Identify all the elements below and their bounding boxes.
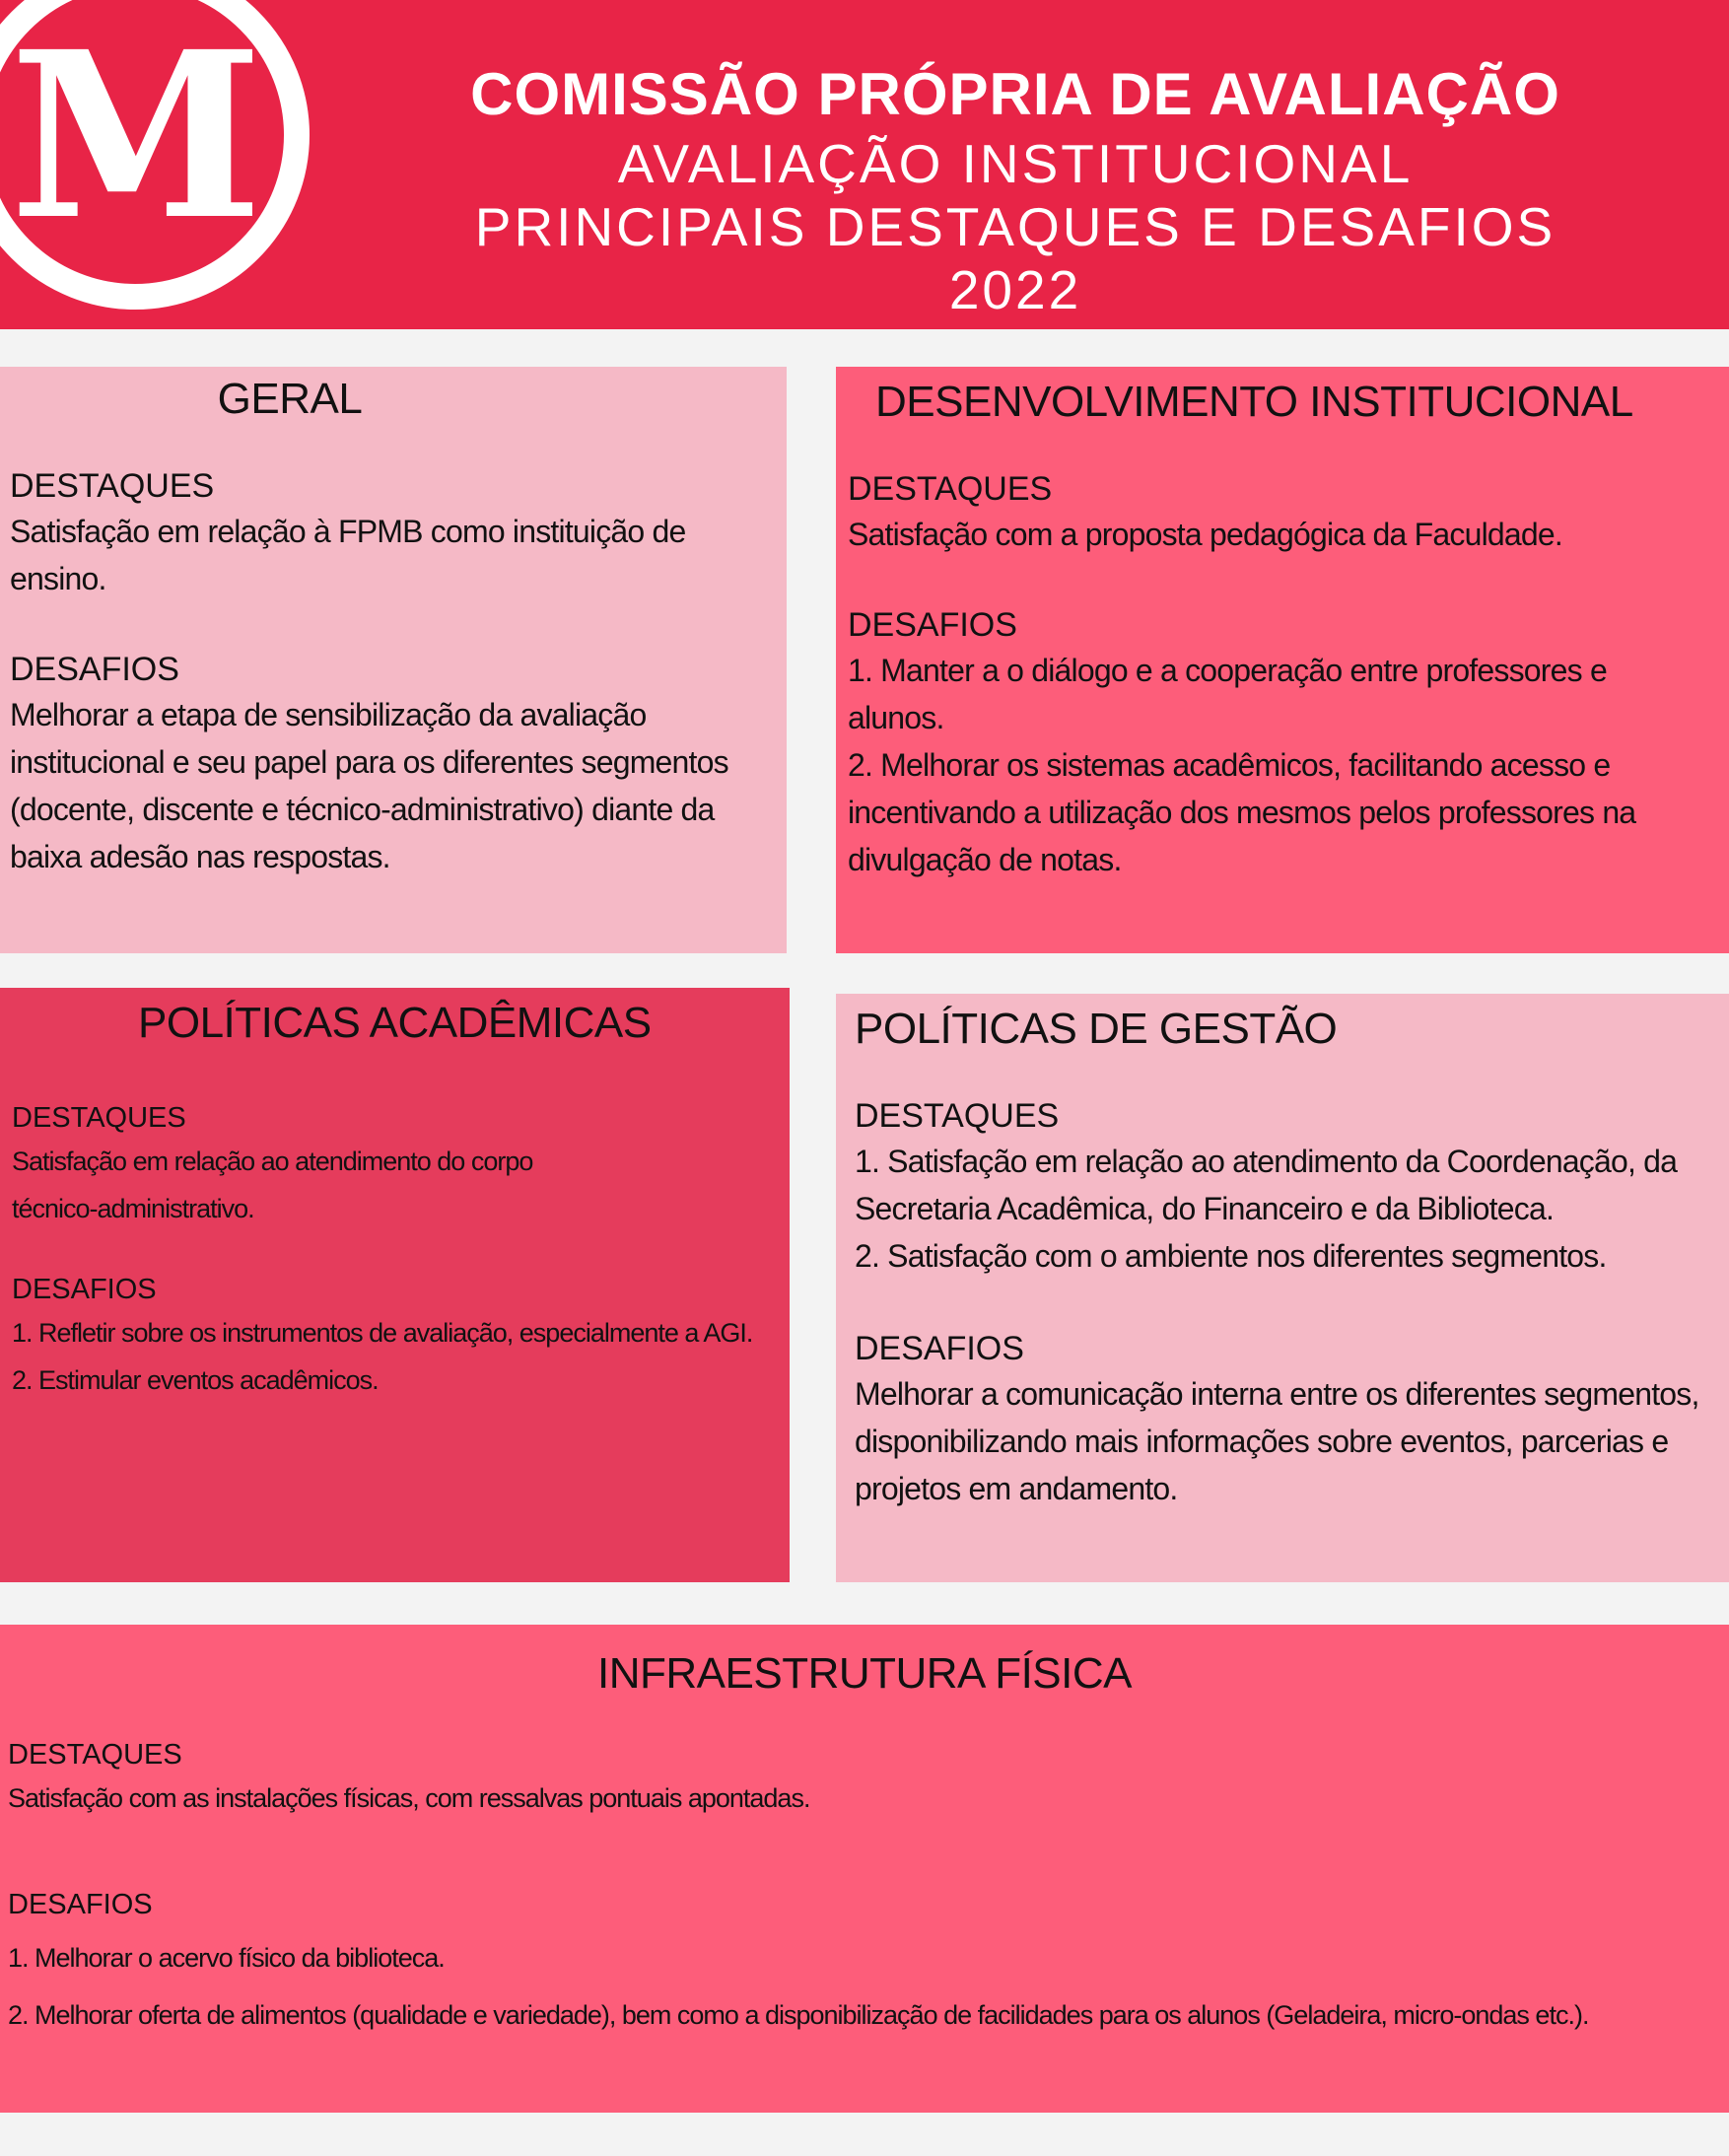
title-block (375, 57, 1656, 321)
destaques-label: DESTAQUES (848, 470, 1053, 508)
destaques-text: Satisfação com as instalações físicas, com ressalvas pontuais apontadas. (8, 1783, 810, 1813)
desafios-text: disponibilizando mais informações sobre eventos, parcerias e (855, 1424, 1669, 1459)
desafios-text: 1. Manter a o diálogo e a cooperação entre professores e (848, 653, 1607, 688)
desafios-text: 2. Melhorar os sistemas acadêmicos, facilitando acesso e (848, 747, 1611, 783)
desafios-text: divulgação de notas. (848, 842, 1122, 877)
desafios-text: incentivando a utilização dos mesmos pelos professores na (848, 795, 1636, 830)
desafios-label: DESAFIOS (12, 1274, 157, 1305)
card-desenvolvimento-institucional (836, 367, 1729, 953)
card-geral (0, 367, 787, 953)
destaques-text: Secretaria Acadêmica, do Financeiro e da Biblioteca. (855, 1191, 1555, 1226)
page-subtitle-2: PRINCIPAIS DESTAQUES E DESAFIOS (474, 196, 1556, 257)
desafios-label: DESAFIOS (10, 651, 179, 688)
card-title: INFRAESTRUTURA FÍSICA (597, 1649, 1132, 1698)
card-politicas-de-gestao (836, 994, 1729, 1582)
desafios-text: 1. Melhorar o acervo físico da biblioteca. (8, 1943, 445, 1973)
destaques-label: DESTAQUES (10, 467, 215, 505)
page-year: 2022 (948, 259, 1082, 320)
card-infraestrutura-fisica (0, 1625, 1729, 2113)
destaques-text: ensino. (10, 561, 106, 596)
desafios-text: Melhorar a comunicação interna entre os diferentes segmentos, (855, 1376, 1699, 1412)
destaques-text: Satisfação com a proposta pedagógica da Faculdade. (848, 517, 1562, 552)
destaques-label: DESTAQUES (12, 1102, 186, 1134)
destaques-text: 1. Satisfação em relação ao atendimento da Coordenação, da (855, 1144, 1678, 1179)
destaques-text: técnico-administrativo. (12, 1194, 254, 1223)
destaques-label: DESTAQUES (8, 1739, 182, 1771)
desafios-text: institucional e seu papel para os diferentes segmentos (10, 744, 728, 780)
page-subtitle-1: AVALIAÇÃO INSTITUCIONAL (617, 133, 1414, 194)
page-title: COMISSÃO PRÓPRIA DE AVALIAÇÃO (470, 61, 1560, 127)
desafios-text: 2. Melhorar oferta de alimentos (qualidade e variedade), bem como a disponibilização de facilidades para os alunos (Geladeira, micro-ondas etc.). (8, 2000, 1589, 2030)
card-title: POLÍTICAS DE GESTÃO (855, 1005, 1338, 1053)
desafios-text: alunos. (848, 700, 944, 735)
destaques-text: 2. Satisfação com o ambiente nos diferentes segmentos. (855, 1238, 1607, 1274)
desafios-text: 1. Refletir sobre os instrumentos de avaliação, especialmente a AGI. (12, 1318, 753, 1348)
desafios-label: DESAFIOS (855, 1330, 1024, 1367)
logo: M (10, 1, 259, 270)
desafios-text: (docente, discente e técnico-administrativo) diante da (10, 792, 715, 827)
destaques-text: Satisfação em relação ao atendimento do corpo (12, 1147, 533, 1176)
desafios-text: 2. Estimular eventos acadêmicos. (12, 1365, 379, 1395)
desafios-text: Melhorar a etapa de sensibilização da avaliação (10, 697, 647, 732)
header-banner (0, 0, 1729, 329)
card-politicas-academicas (0, 988, 790, 1582)
card-title: GERAL (217, 375, 363, 423)
desafios-label: DESAFIOS (8, 1889, 153, 1920)
destaques-label: DESTAQUES (855, 1097, 1060, 1135)
desafios-text: projetos em andamento. (855, 1471, 1178, 1506)
desafios-text: baixa adesão nas respostas. (10, 839, 390, 874)
card-title: DESENVOLVIMENTO INSTITUCIONAL (875, 378, 1633, 426)
desafios-label: DESAFIOS (848, 606, 1017, 644)
card-title: POLÍTICAS ACADÊMICAS (138, 999, 652, 1047)
destaques-text: Satisfação em relação à FPMB como instituição de (10, 514, 686, 549)
